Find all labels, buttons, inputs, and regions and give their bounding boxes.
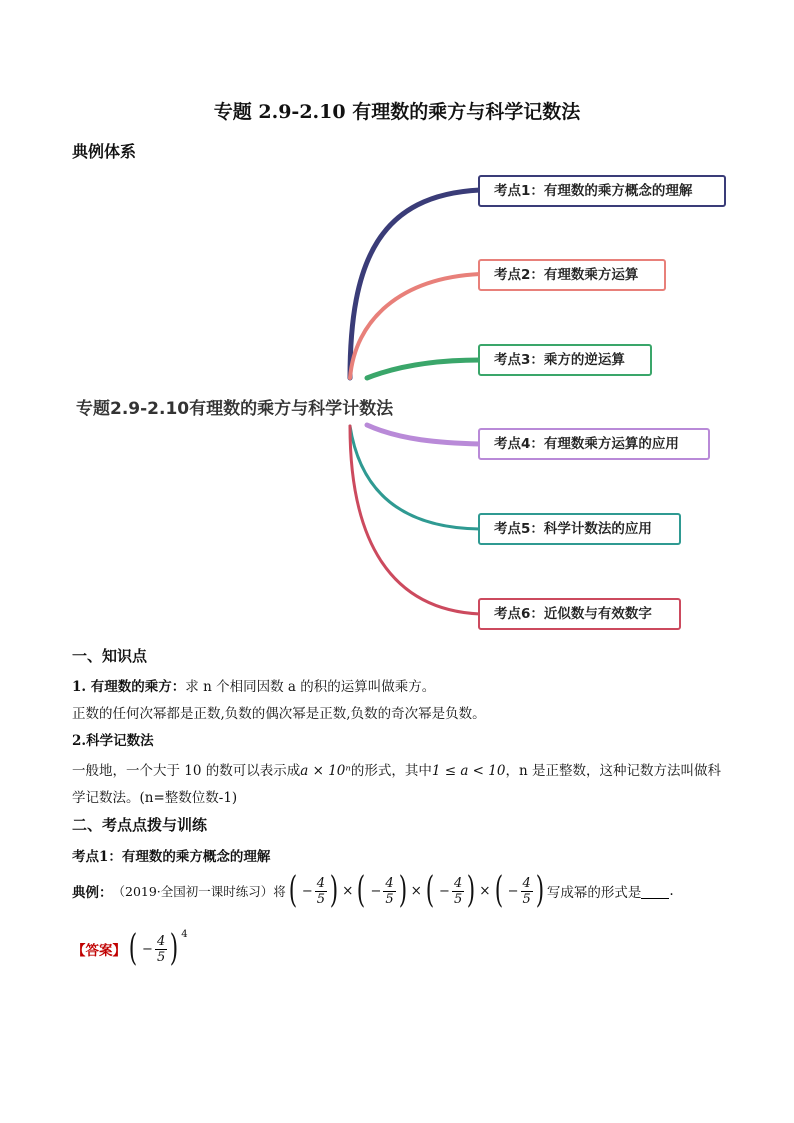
mindmap-root: 专题2.9-2.10有理数的乘方与科学计数法 — [76, 399, 394, 419]
kp1-heading: 考点1：有理数的乘方概念的理解 — [72, 849, 271, 865]
answer-line — [72, 928, 188, 969]
mindmap-node-1: 考点1：有理数的乘方概念的理解 — [478, 175, 726, 207]
system-heading: 典例体系 — [72, 142, 137, 161]
section-training-heading: 二、考点点拨与训练 — [72, 816, 208, 834]
knowledge-point-2-title: 2.科学记数法 — [72, 733, 154, 749]
times-sign: × — [479, 883, 491, 899]
mindmap-node-4: 考点4：有理数乘方运算的应用 — [478, 428, 710, 460]
mindmap-node-6: 考点6：近似数与有效数字 — [478, 598, 681, 630]
mindmap-node-5: 考点5：科学计数法的应用 — [478, 513, 681, 545]
knowledge-point-1 — [72, 675, 435, 695]
knowledge-point-1-note: 正数的任何次幂都是正数,负数的偶次幂是正数,负数的奇次幂是负数。 — [72, 706, 486, 722]
example-suffix: 写成幂的形式是 — [546, 885, 642, 901]
section-knowledge-heading: 一、知识点 — [72, 647, 148, 665]
connector-4 — [367, 425, 480, 444]
connector-6 — [350, 426, 480, 614]
sci-notation-end: ，n 是正整数，这种记数方法叫做科 — [505, 763, 721, 779]
knowledge-point-2-continued: 学记数法。(n=整数位数-1) — [72, 790, 238, 806]
sci-notation-intro: 一般地，一个大于 10 的数可以表示成 — [72, 763, 301, 779]
period: . — [669, 883, 674, 899]
sci-notation-mid: 的形式，其中 — [350, 763, 432, 779]
fraction-term-4: ( − $\frac{4}{5}$ ) — [494, 870, 545, 911]
example-line — [72, 870, 674, 911]
times-sign: × — [342, 883, 354, 899]
sci-notation-range: 1 ≤ a < 10 — [431, 763, 506, 779]
page-title: 专题 2.9-2.10 有理数的乘方与科学记数法 — [213, 101, 581, 123]
answer-blank — [641, 884, 669, 899]
knowledge-point-1-text: 求 n 个相同因数 a 的积的运算叫做乘方。 — [185, 679, 436, 695]
knowledge-point-2-text — [72, 759, 721, 779]
example-source: （2019·全国初一课时练习）将 — [112, 884, 286, 899]
times-sign: × — [410, 883, 422, 899]
fraction-term-1: ( − $\frac{4}{5}$ ) — [288, 870, 339, 911]
fraction-term-3: ( − $\frac{4}{5}$ ) — [425, 870, 476, 911]
mindmap-node-3: 考点3：乘方的逆运算 — [478, 344, 652, 376]
example-label: 典例： — [72, 885, 113, 901]
answer-power: ( − $\frac{4}{5}$ ) — [128, 928, 179, 969]
mindmap-node-2: 考点2：有理数乘方运算 — [478, 259, 666, 291]
answer-label: 【答案】 — [72, 943, 126, 959]
connector-3 — [367, 360, 480, 378]
connector-1 — [350, 190, 480, 378]
fraction-term-2: ( − $\frac{4}{5}$ ) — [357, 870, 407, 911]
knowledge-point-1-title: 1. 有理数的乘方： — [72, 679, 186, 695]
sci-notation-formula: a × 10ⁿ — [300, 763, 351, 779]
answer-exponent: 4 — [181, 929, 188, 940]
